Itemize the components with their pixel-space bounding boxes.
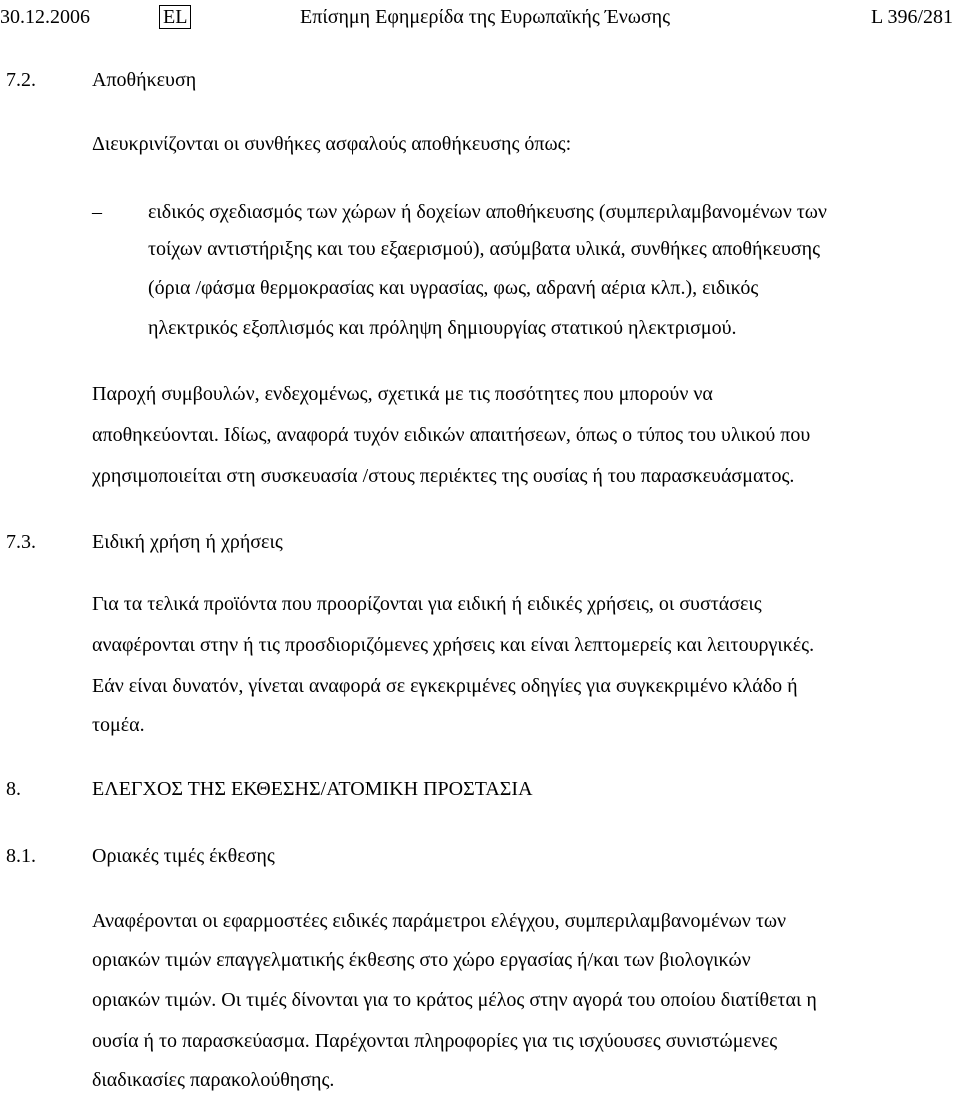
paragraph-line: αναφέρονται στην ή τις προσδιοριζόμενες χρήσεις και είναι λεπτομερείς και λειτουργικές. — [92, 634, 815, 656]
section-number: 8. — [6, 778, 21, 800]
paragraph-line: διαδικασίες παρακολούθησης. — [92, 1069, 335, 1091]
publication-date: 30.12.2006 — [0, 6, 90, 28]
section-number: 8.1. — [6, 845, 36, 867]
paragraph-line: αποθηκεύονται. Ιδίως, αναφορά τυχόν ειδικών απαιτήσεων, όπως ο τύπος του υλικού που — [92, 424, 811, 446]
paragraph-line: Για τα τελικά προϊόντα που προορίζονται για ειδική ή ειδικές χρήσεις, οι συστάσεις — [92, 593, 762, 615]
journal-title: Επίσημη Εφημερίδα της Ευρωπαϊκής Ένωσης — [300, 6, 671, 28]
language-code: EL — [159, 5, 191, 29]
bullet-line: τοίχων αντιστήριξης και του εξαερισμού), ασύμβατα υλικά, συνθήκες αποθήκευσης — [148, 238, 821, 260]
paragraph-line: Παροχή συμβουλών, ενδεχομένως, σχετικά με τις ποσότητες που μπορούν να — [92, 383, 713, 405]
section-number: 7.2. — [6, 69, 36, 91]
paragraph-line: τομέα. — [92, 714, 145, 736]
bullet-dash: – — [92, 201, 102, 223]
bullet-line: ειδικός σχεδιασμός των χώρων ή δοχείων αποθήκευσης (συμπεριλαμβανομένων των — [148, 201, 827, 223]
paragraph-line: χρησιμοποιείται στη συσκευασία /στους περιέκτες της ουσίας ή του παρασκευάσματος. — [92, 465, 795, 487]
bullet-line: ηλεκτρικός εξοπλισμός και πρόληψη δημιουργίας στατικού ηλεκτρισμού. — [148, 317, 737, 339]
section-title: ΕΛΕΓΧΟΣ ΤΗΣ ΕΚΘΕΣΗΣ/ΑΤΟΜΙΚΗ ΠΡΟΣΤΑΣΙΑ — [92, 778, 533, 800]
paragraph-line: οριακών τιμών. Οι τιμές δίνονται για το κράτος μέλος στην αγορά του οποίου διατίθεται η — [92, 989, 817, 1011]
section-title: Ειδική χρήση ή χρήσεις — [92, 531, 283, 553]
paragraph-line: Αναφέρονται οι εφαρμοστέες ειδικές παράμετροι ελέγχου, συμπεριλαμβανομένων των — [92, 910, 787, 932]
section-intro: Διευκρινίζονται οι συνθήκες ασφαλούς αποθήκευσης όπως: — [92, 133, 572, 155]
page-header — [0, 4, 960, 30]
section-title: Αποθήκευση — [92, 69, 197, 91]
section-title: Οριακές τιμές έκθεσης — [92, 845, 275, 867]
paragraph-line: Εάν είναι δυνατόν, γίνεται αναφορά σε εγκεκριμένες οδηγίες για συγκεκριμένο κλάδο ή — [92, 675, 798, 697]
section-number: 7.3. — [6, 531, 36, 553]
paragraph-line: ουσία ή το παρασκεύασμα. Παρέχονται πληροφορίες για τις ισχύουσες συνιστώμενες — [92, 1030, 778, 1052]
page-reference: L 396/281 — [870, 6, 953, 28]
paragraph-line: οριακών τιμών επαγγελματικής έκθεσης στο χώρο εργασίας ή/και των βιολογικών — [92, 949, 751, 971]
bullet-line: (όρια /φάσμα θερμοκρασίας και υγρασίας, φως, αδρανή αέρια κλπ.), ειδικός — [148, 277, 759, 299]
